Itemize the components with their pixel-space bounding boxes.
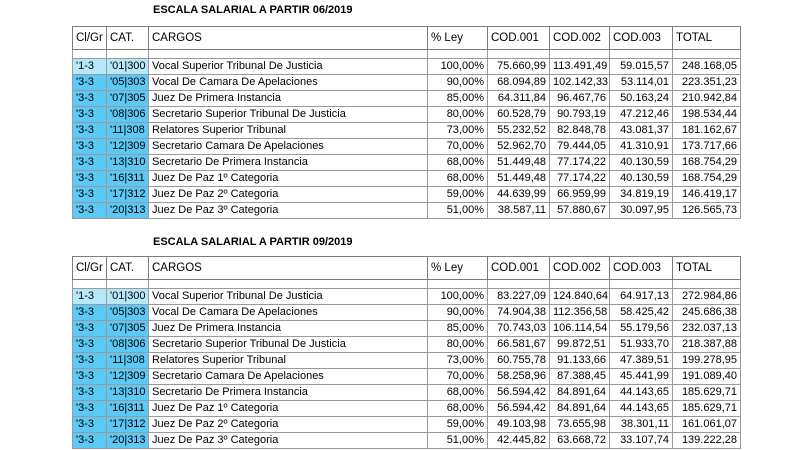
cell-cl-gr: '3-3 — [73, 353, 107, 369]
spacer-cell — [610, 280, 673, 289]
spacer-cell — [610, 50, 673, 59]
cell-cl-gr: '3-3 — [73, 401, 107, 417]
cell-total: 168.754,29 — [673, 155, 741, 171]
table-row — [73, 401, 741, 417]
spacer-cell — [107, 50, 149, 59]
cell-total: 272.984,86 — [673, 289, 741, 305]
cell-cl-gr: '3-3 — [73, 433, 107, 449]
table-row — [73, 305, 741, 321]
cell-pct-ley: 70,00% — [428, 139, 488, 155]
cell-cod-003: 40.130,59 — [610, 171, 673, 187]
spacer-row — [73, 280, 741, 289]
cell-cod-002: 106.114,54 — [550, 321, 610, 337]
cell-total: 218.387,88 — [673, 337, 741, 353]
table-row — [73, 433, 741, 449]
cell-cod-002: 84.891,64 — [550, 401, 610, 417]
cell-cargo: Vocal Superior Tribunal De Justicia — [149, 289, 428, 305]
cell-pct-ley: 59,00% — [428, 187, 488, 203]
cell-pct-ley: 73,00% — [428, 123, 488, 139]
cell-cod-001: 74.904,38 — [488, 305, 550, 321]
column-header-pct-ley: % Ley — [428, 257, 488, 280]
cell-cargo: Vocal Superior Tribunal De Justicia — [149, 59, 428, 75]
cell-cat: '08|306 — [107, 337, 149, 353]
spacer-cell — [488, 50, 550, 59]
column-header-cod-001: COD.001 — [488, 257, 550, 280]
cell-cod-003: 40.130,59 — [610, 155, 673, 171]
cell-pct-ley: 85,00% — [428, 91, 488, 107]
cell-cl-gr: '3-3 — [73, 417, 107, 433]
cell-cod-002: 77.174,22 — [550, 171, 610, 187]
cell-cargo: Juez De Paz 2º Categoria — [149, 187, 428, 203]
cell-total: 191.089,40 — [673, 369, 741, 385]
cell-total: 181.162,67 — [673, 123, 741, 139]
cell-cat: '20|313 — [107, 203, 149, 219]
cell-cargo: Relatores Superior Tribunal — [149, 353, 428, 369]
cell-cod-002: 63.668,72 — [550, 433, 610, 449]
cell-pct-ley: 51,00% — [428, 433, 488, 449]
cell-cat: '13|310 — [107, 385, 149, 401]
cell-cod-002: 73.655,98 — [550, 417, 610, 433]
table-row — [73, 139, 741, 155]
header-row — [73, 257, 741, 280]
cell-cod-001: 55.232,52 — [488, 123, 550, 139]
cell-cargo: Secretario De Primera Instancia — [149, 385, 428, 401]
cell-cl-gr: '3-3 — [73, 385, 107, 401]
cell-cargo: Secretario Superior Tribunal De Justicia — [149, 107, 428, 123]
cell-cod-003: 30.097,95 — [610, 203, 673, 219]
cell-cargo: Secretario Camara De Apelaciones — [149, 369, 428, 385]
spacer-cell — [488, 280, 550, 289]
cell-cod-002: 87.388,45 — [550, 369, 610, 385]
salary-table-june — [72, 26, 741, 219]
spacer-cell — [428, 280, 488, 289]
cell-cod-002: 77.174,22 — [550, 155, 610, 171]
cell-cod-001: 75.660,99 — [488, 59, 550, 75]
cell-total: 248.168,05 — [673, 59, 741, 75]
cell-cl-gr: '3-3 — [73, 171, 107, 187]
cell-pct-ley: 68,00% — [428, 155, 488, 171]
table-row — [73, 91, 741, 107]
cell-total: 185.629,71 — [673, 401, 741, 417]
cell-cod-002: 84.891,64 — [550, 385, 610, 401]
cell-cod-001: 64.311,84 — [488, 91, 550, 107]
cell-pct-ley: 68,00% — [428, 171, 488, 187]
table-row — [73, 337, 741, 353]
spacer-cell — [73, 50, 107, 59]
cell-cod-002: 124.840,64 — [550, 289, 610, 305]
table-row — [73, 123, 741, 139]
cell-cl-gr: '3-3 — [73, 75, 107, 91]
cell-cargo: Secretario Camara De Apelaciones — [149, 139, 428, 155]
salary-table-september — [72, 256, 741, 449]
cell-cod-001: 56.594,42 — [488, 385, 550, 401]
cell-cod-001: 44.639,99 — [488, 187, 550, 203]
table-row — [73, 289, 741, 305]
cell-total: 185.629,71 — [673, 385, 741, 401]
cell-cat: '11|308 — [107, 123, 149, 139]
cell-cl-gr: '1-3 — [73, 59, 107, 75]
cell-cat: '05|303 — [107, 305, 149, 321]
cell-total: 198.534,44 — [673, 107, 741, 123]
column-header-cod-002: COD.002 — [550, 27, 610, 50]
cell-total: 161.061,07 — [673, 417, 741, 433]
cell-cl-gr: '3-3 — [73, 91, 107, 107]
cell-cod-003: 33.107,74 — [610, 433, 673, 449]
spacer-cell — [673, 280, 741, 289]
cell-cl-gr: '3-3 — [73, 187, 107, 203]
table-row — [73, 203, 741, 219]
cell-cod-002: 102.142,33 — [550, 75, 610, 91]
cell-total: 168.754,29 — [673, 171, 741, 187]
spacer-cell — [550, 50, 610, 59]
cell-pct-ley: 70,00% — [428, 369, 488, 385]
cell-pct-ley: 68,00% — [428, 385, 488, 401]
cell-cod-003: 38.301,11 — [610, 417, 673, 433]
cell-cod-001: 70.743,03 — [488, 321, 550, 337]
cell-cat: '05|303 — [107, 75, 149, 91]
cell-cl-gr: '3-3 — [73, 369, 107, 385]
cell-cat: '01|300 — [107, 289, 149, 305]
cell-cod-001: 56.594,42 — [488, 401, 550, 417]
cell-cod-002: 113.491,49 — [550, 59, 610, 75]
cell-pct-ley: 59,00% — [428, 417, 488, 433]
cell-cod-001: 38.587,11 — [488, 203, 550, 219]
spacer-cell — [73, 280, 107, 289]
cell-total: 232.037,13 — [673, 321, 741, 337]
cell-cod-001: 60.755,78 — [488, 353, 550, 369]
column-header-total: TOTAL — [673, 27, 741, 50]
column-header-cl-gr: Cl/Gr — [73, 257, 107, 280]
table-title-june: ESCALA SALARIAL A PARTIR 06/2019 — [153, 4, 353, 16]
cell-cargo: Secretario Superior Tribunal De Justicia — [149, 337, 428, 353]
cell-cod-003: 47.212,46 — [610, 107, 673, 123]
cell-cl-gr: '3-3 — [73, 305, 107, 321]
cell-cl-gr: '1-3 — [73, 289, 107, 305]
cell-cod-003: 53.114,01 — [610, 75, 673, 91]
table-row — [73, 369, 741, 385]
cell-cat: '07|305 — [107, 91, 149, 107]
cell-cargo: Juez De Paz 3º Categoria — [149, 433, 428, 449]
cell-cod-001: 49.103,98 — [488, 417, 550, 433]
cell-cargo: Juez De Paz 1º Categoria — [149, 401, 428, 417]
cell-cod-001: 51.449,48 — [488, 155, 550, 171]
column-header-total: TOTAL — [673, 257, 741, 280]
header-row — [73, 27, 741, 50]
cell-total: 173.717,66 — [673, 139, 741, 155]
cell-pct-ley: 100,00% — [428, 59, 488, 75]
cell-cod-001: 42.445,82 — [488, 433, 550, 449]
cell-total: 199.278,95 — [673, 353, 741, 369]
cell-total: 245.686,38 — [673, 305, 741, 321]
column-header-cl-gr: Cl/Gr — [73, 27, 107, 50]
cell-cargo: Relatores Superior Tribunal — [149, 123, 428, 139]
table-row — [73, 107, 741, 123]
cell-cod-003: 45.441,99 — [610, 369, 673, 385]
cell-cod-001: 68.094,89 — [488, 75, 550, 91]
column-header-cod-001: COD.001 — [488, 27, 550, 50]
cell-cl-gr: '3-3 — [73, 139, 107, 155]
cell-cat: '16|311 — [107, 401, 149, 417]
cell-cod-002: 99.872,51 — [550, 337, 610, 353]
cell-cargo: Secretario De Primera Instancia — [149, 155, 428, 171]
table-row — [73, 155, 741, 171]
spacer-cell — [673, 50, 741, 59]
cell-cat: '08|306 — [107, 107, 149, 123]
cell-cl-gr: '3-3 — [73, 123, 107, 139]
cell-cod-003: 47.389,51 — [610, 353, 673, 369]
cell-total: 223.351,23 — [673, 75, 741, 91]
cell-cod-002: 66.959,99 — [550, 187, 610, 203]
spacer-cell — [107, 280, 149, 289]
column-header-cargo: CARGOS — [149, 257, 428, 280]
table-row — [73, 353, 741, 369]
cell-cargo: Juez De Paz 2º Categoria — [149, 417, 428, 433]
cell-cat: '17|312 — [107, 187, 149, 203]
column-header-cod-003: COD.003 — [610, 257, 673, 280]
cell-cargo: Juez De Primera Instancia — [149, 91, 428, 107]
table-row — [73, 187, 741, 203]
cell-pct-ley: 90,00% — [428, 305, 488, 321]
cell-cod-002: 79.444,05 — [550, 139, 610, 155]
cell-cod-003: 43.081,37 — [610, 123, 673, 139]
cell-cl-gr: '3-3 — [73, 203, 107, 219]
spacer-cell — [149, 50, 428, 59]
cell-cargo: Vocal De Camara De Apelaciones — [149, 305, 428, 321]
cell-cat: '13|310 — [107, 155, 149, 171]
cell-cod-003: 59.015,57 — [610, 59, 673, 75]
cell-cat: '11|308 — [107, 353, 149, 369]
table-row — [73, 59, 741, 75]
cell-cat: '17|312 — [107, 417, 149, 433]
column-header-cod-002: COD.002 — [550, 257, 610, 280]
cell-cat: '01|300 — [107, 59, 149, 75]
cell-cod-003: 44.143,65 — [610, 401, 673, 417]
table-row — [73, 75, 741, 91]
cell-cod-002: 57.880,67 — [550, 203, 610, 219]
cell-pct-ley: 51,00% — [428, 203, 488, 219]
cell-cod-003: 58.425,42 — [610, 305, 673, 321]
cell-cod-001: 83.227,09 — [488, 289, 550, 305]
cell-cl-gr: '3-3 — [73, 107, 107, 123]
cell-cod-001: 58.258,96 — [488, 369, 550, 385]
cell-cl-gr: '3-3 — [73, 321, 107, 337]
cell-total: 210.942,84 — [673, 91, 741, 107]
cell-cod-003: 51.933,70 — [610, 337, 673, 353]
cell-pct-ley: 68,00% — [428, 401, 488, 417]
cell-cod-002: 82.848,78 — [550, 123, 610, 139]
cell-cod-001: 66.581,67 — [488, 337, 550, 353]
cell-cat: '12|309 — [107, 369, 149, 385]
spacer-cell — [149, 280, 428, 289]
cell-cl-gr: '3-3 — [73, 337, 107, 353]
table-title-september: ESCALA SALARIAL A PARTIR 09/2019 — [153, 236, 353, 248]
cell-cat: '16|311 — [107, 171, 149, 187]
cell-cod-002: 96.467,76 — [550, 91, 610, 107]
cell-cod-003: 41.310,91 — [610, 139, 673, 155]
cell-pct-ley: 73,00% — [428, 353, 488, 369]
column-header-cargo: CARGOS — [149, 27, 428, 50]
cell-cat: '12|309 — [107, 139, 149, 155]
cell-pct-ley: 100,00% — [428, 289, 488, 305]
column-header-cod-003: COD.003 — [610, 27, 673, 50]
cell-cod-003: 50.163,24 — [610, 91, 673, 107]
cell-cl-gr: '3-3 — [73, 155, 107, 171]
cell-cod-001: 52.962,70 — [488, 139, 550, 155]
cell-pct-ley: 90,00% — [428, 75, 488, 91]
spacer-cell — [428, 50, 488, 59]
cell-cod-001: 51.449,48 — [488, 171, 550, 187]
cell-total: 126.565,73 — [673, 203, 741, 219]
cell-cargo: Juez De Paz 3º Categoria — [149, 203, 428, 219]
table-row — [73, 171, 741, 187]
spacer-row — [73, 50, 741, 59]
cell-cargo: Juez De Paz 1º Categoria — [149, 171, 428, 187]
cell-total: 139.222,28 — [673, 433, 741, 449]
cell-cod-002: 90.793,19 — [550, 107, 610, 123]
cell-cod-003: 44.143,65 — [610, 385, 673, 401]
cell-cargo: Vocal De Camara De Apelaciones — [149, 75, 428, 91]
cell-pct-ley: 85,00% — [428, 321, 488, 337]
cell-cat: '20|313 — [107, 433, 149, 449]
cell-total: 146.419,17 — [673, 187, 741, 203]
cell-pct-ley: 80,00% — [428, 337, 488, 353]
cell-cod-001: 60.528,79 — [488, 107, 550, 123]
spacer-cell — [550, 280, 610, 289]
column-header-cat: CAT. — [107, 27, 149, 50]
cell-cargo: Juez De Primera Instancia — [149, 321, 428, 337]
cell-pct-ley: 80,00% — [428, 107, 488, 123]
cell-cod-003: 55.179,56 — [610, 321, 673, 337]
cell-cod-002: 91.133,66 — [550, 353, 610, 369]
table-row — [73, 385, 741, 401]
table-row — [73, 321, 741, 337]
cell-cod-002: 112.356,58 — [550, 305, 610, 321]
cell-cat: '07|305 — [107, 321, 149, 337]
table-row — [73, 417, 741, 433]
column-header-cat: CAT. — [107, 257, 149, 280]
column-header-pct-ley: % Ley — [428, 27, 488, 50]
cell-cod-003: 64.917,13 — [610, 289, 673, 305]
cell-cod-003: 34.819,19 — [610, 187, 673, 203]
